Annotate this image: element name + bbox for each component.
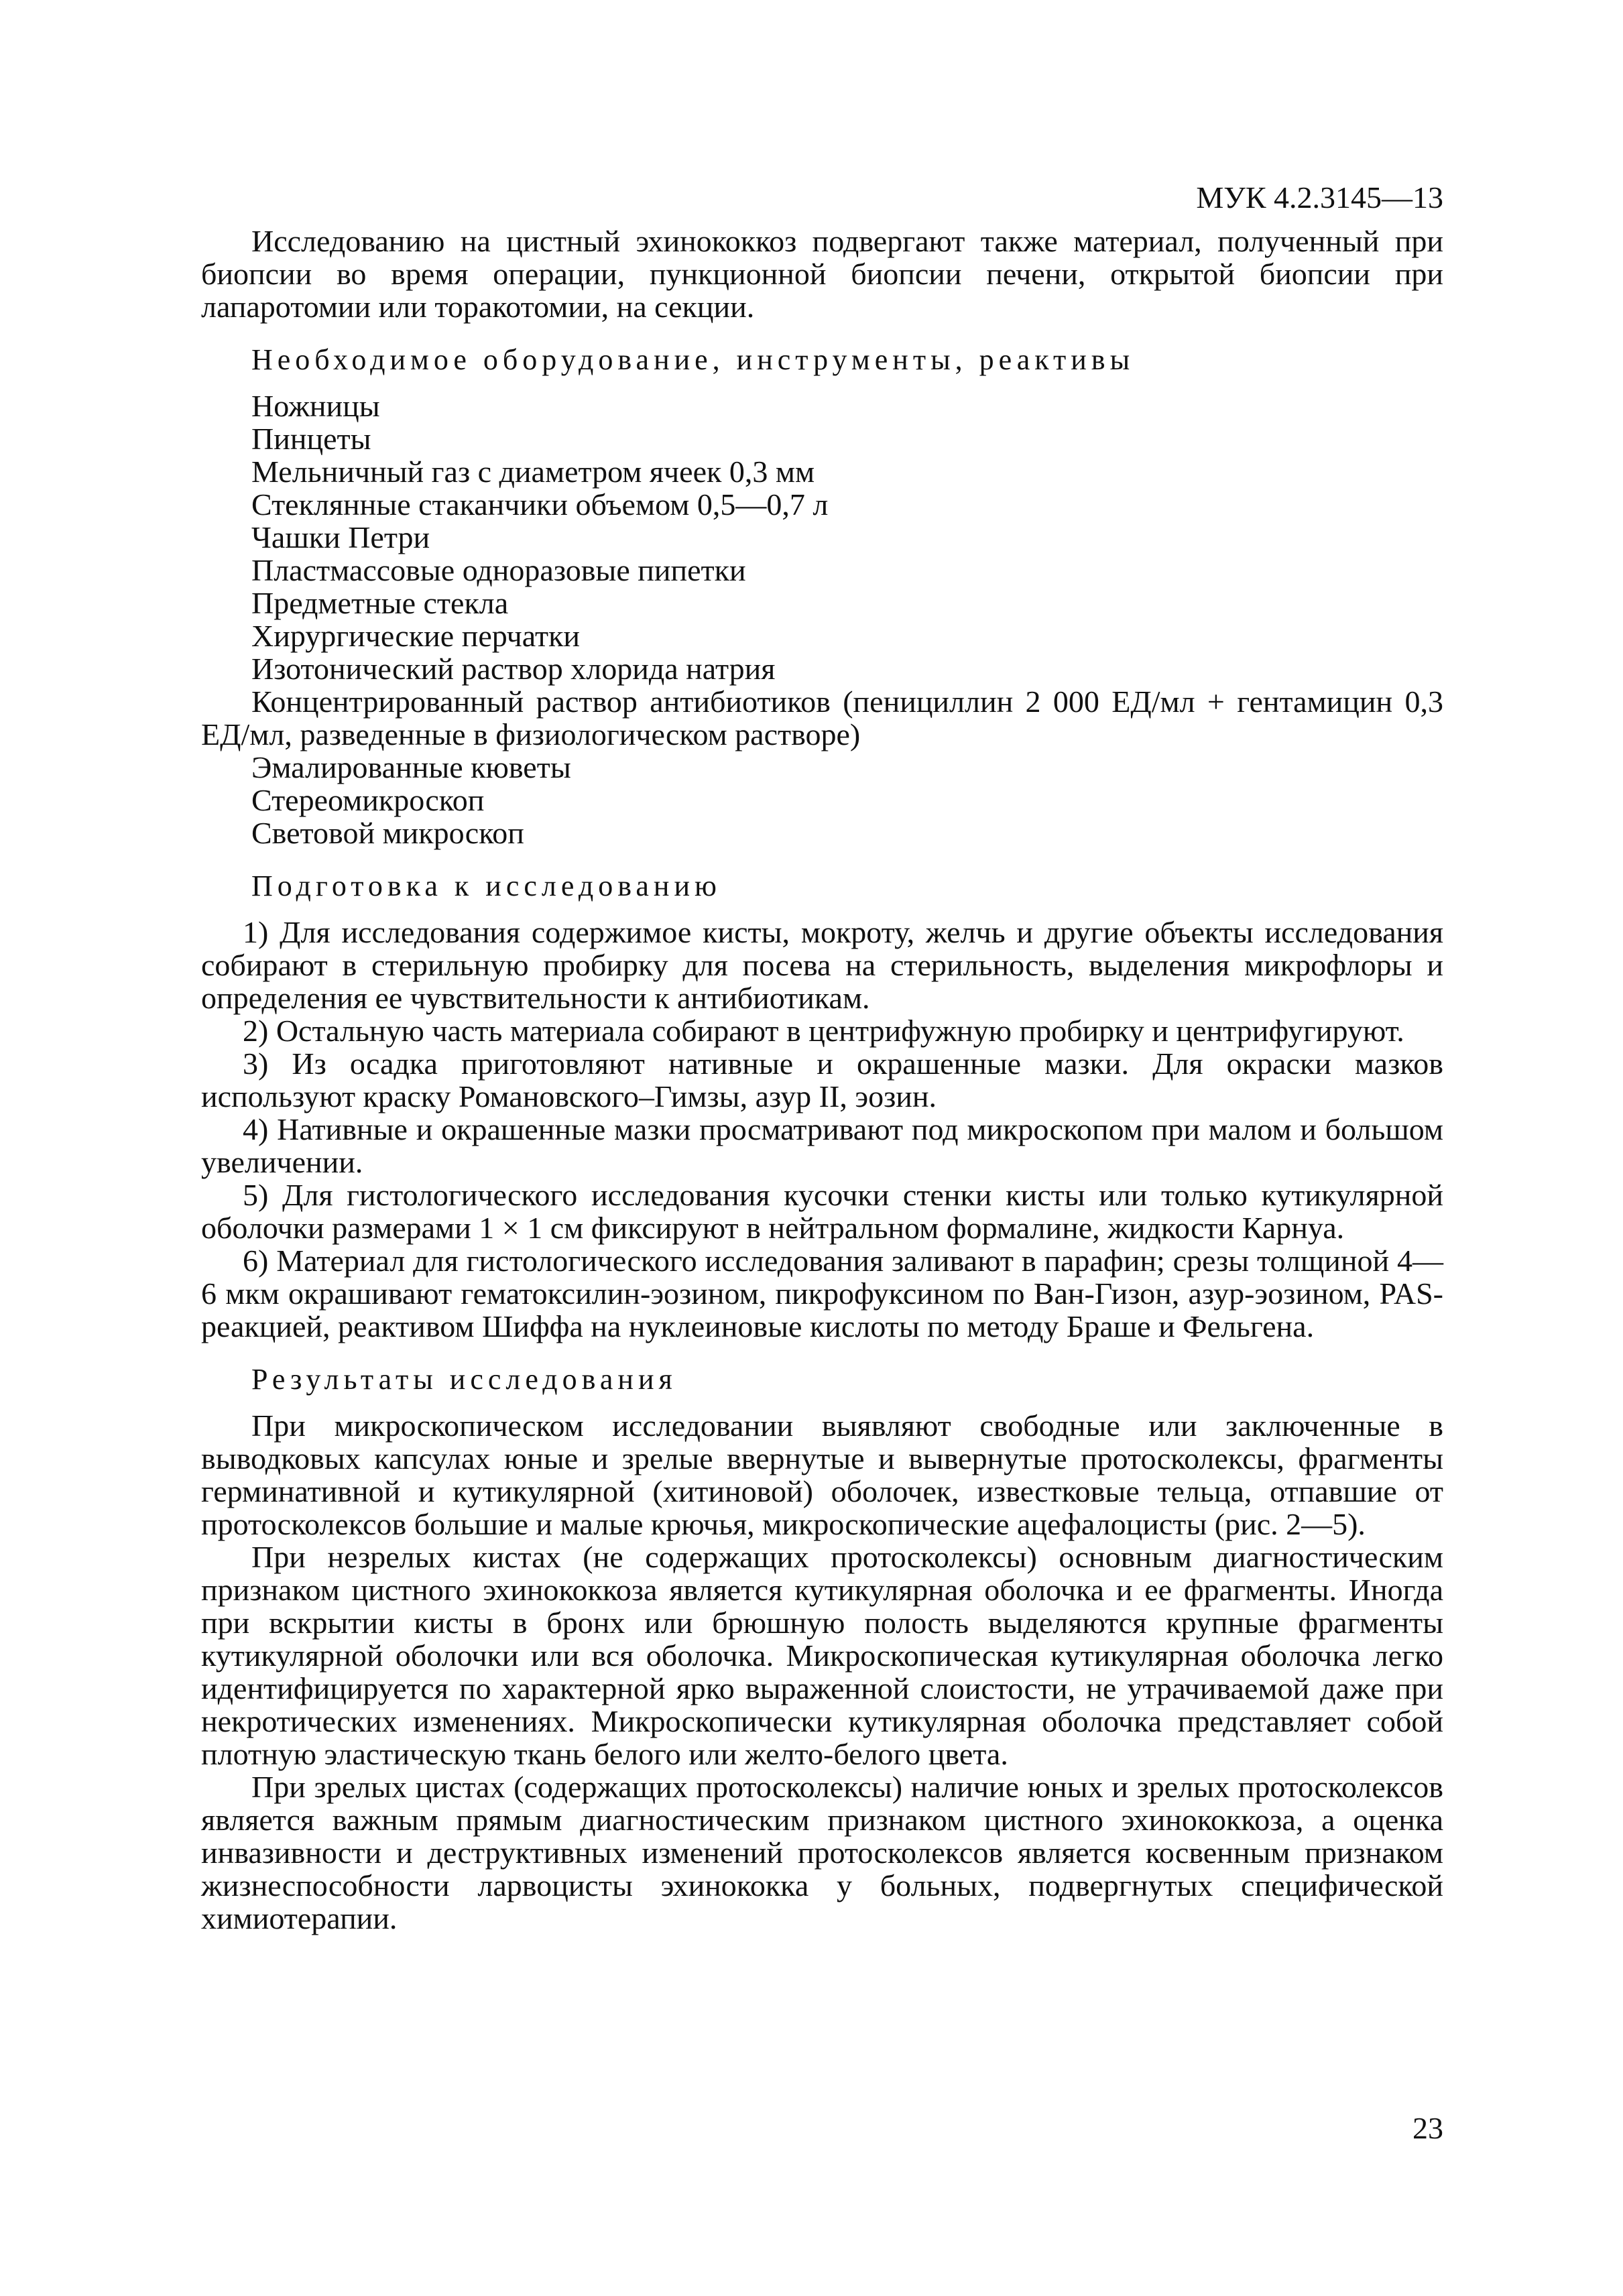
- step-4: 4) Нативные и окрашенные мазки просматривают под микроскопом при малом и большом увеличении.: [201, 1112, 1443, 1179]
- list-item: Предметные стекла: [251, 586, 509, 620]
- document-code: МУК 4.2.3145—13: [1196, 180, 1443, 215]
- list-item: Пластмассовые одноразовые пипетки: [251, 553, 746, 587]
- results-paragraph-1: При микроскопическом исследовании выявляют свободные или заключенные в выводковых капсулах юные и зрелые ввернутые и вывернутые протосколексы, фрагменты герминативной и кутикулярной (хитиновой) оболочек, известковые тельца, отпавшие от протосколексов большие и малые крючья, микроскопические ацефалоцисты (рис. 2—5).: [201, 1408, 1443, 1541]
- step-6: 6) Материал для гистологического исследования заливают в парафин; срезы толщиной 4—6 мкм окрашивают гематоксилин-эозином, пикрофуксином по Ван-Гизон, азур-эозином, PAS-реакцией, реактивом Шиффа на нуклеиновые кислоты по методу Браше и Фельгена.: [201, 1244, 1443, 1343]
- list-item: Стеклянные стаканчики объемом 0,5—0,7 л: [251, 487, 829, 522]
- list-item: Световой микроскоп: [251, 816, 524, 850]
- step-5: 5) Для гистологического исследования кусочки стенки кисты или только кутикулярной оболочки размерами 1 × 1 см фиксируют в нейтральном формалине, жидкости Карнуа.: [201, 1178, 1443, 1245]
- list-item: Стереомикроскоп: [251, 783, 485, 817]
- intro-paragraph: Исследованию на цистный эхинококкоз подвергают также материал, полученный при биопсии во время операции, пункционной биопсии печени, открытой биопсии при лапаротомии или торакотомии, на секции.: [201, 224, 1443, 324]
- preparation-heading: Подготовка к исследованию: [251, 869, 721, 902]
- equipment-heading: Необходимое оборудование, инструменты, реактивы: [251, 343, 1135, 376]
- equipment-list: [201, 389, 1443, 849]
- step-2: 2) Остальную часть материала собирают в центрифужную пробирку и центрифугируют.: [243, 1014, 1404, 1048]
- page-content: [201, 225, 1443, 1935]
- list-item: Концентрированный раствор антибиотиков (пенициллин 2 000 ЕД/мл + гентамицин 0,3 ЕД/мл, разведенные в физиологическом растворе): [201, 684, 1443, 751]
- preparation-steps: [201, 916, 1443, 1343]
- step-1: 1) Для исследования содержимое кисты, мокроту, желчь и другие объекты исследования собирают в стерильную пробирку для посева на стерильность, выделения микрофлоры и определения ее чувствительности к антибиотикам.: [201, 915, 1443, 1015]
- step-3: 3) Из осадка приготовляют нативные и окрашенные мазки. Для окраски мазков используют краску Романовского–Гимзы, азур II, эозин.: [201, 1046, 1443, 1113]
- list-item: Пинцеты: [251, 422, 371, 456]
- results-heading: Результаты исследования: [251, 1363, 677, 1396]
- page-number: 23: [1412, 2111, 1443, 2145]
- list-item: Мельничный газ с диаметром ячеек 0,3 мм: [251, 455, 815, 489]
- list-item: Эмалированные кюветы: [251, 750, 571, 784]
- list-item: Хирургические перчатки: [251, 619, 581, 653]
- results-paragraph-3: При зрелых цистах (содержащих протосколексы) наличие юных и зрелых протосколексов является важным прямым диагностическим признаком цистного эхинококкоза, а оценка инвазивности и деструктивных изменений протосколексов является косвенным признаком жизнеспособности ларвоцисты эхинококка у больных, подвергнутых специфической химиотерапии.: [201, 1770, 1443, 1935]
- list-item: Чашки Петри: [251, 520, 430, 554]
- list-item: Изотонический раствор хлорида натрия: [251, 652, 776, 686]
- list-item: Ножницы: [251, 389, 380, 423]
- results-paragraph-2: При незрелых кистах (не содержащих протосколексы) основным диагностическим признаком цистного эхинококкоза является кутикулярная оболочка и ее фрагменты. Иногда при вскрытии кисты в бронх или брюшную полость выделяются крупные фрагменты кутикулярной оболочки или вся оболочка. Микроскопическая кутикулярная оболочка легко идентифицируется по характерной ярко выраженной слоистости, не утрачиваемой даже при некротических изменениях. Микроскопически кутикулярная оболочка представляет собой плотную эластическую ткань белого или желто-белого цвета.: [201, 1540, 1443, 1771]
- results-text: [201, 1409, 1443, 1935]
